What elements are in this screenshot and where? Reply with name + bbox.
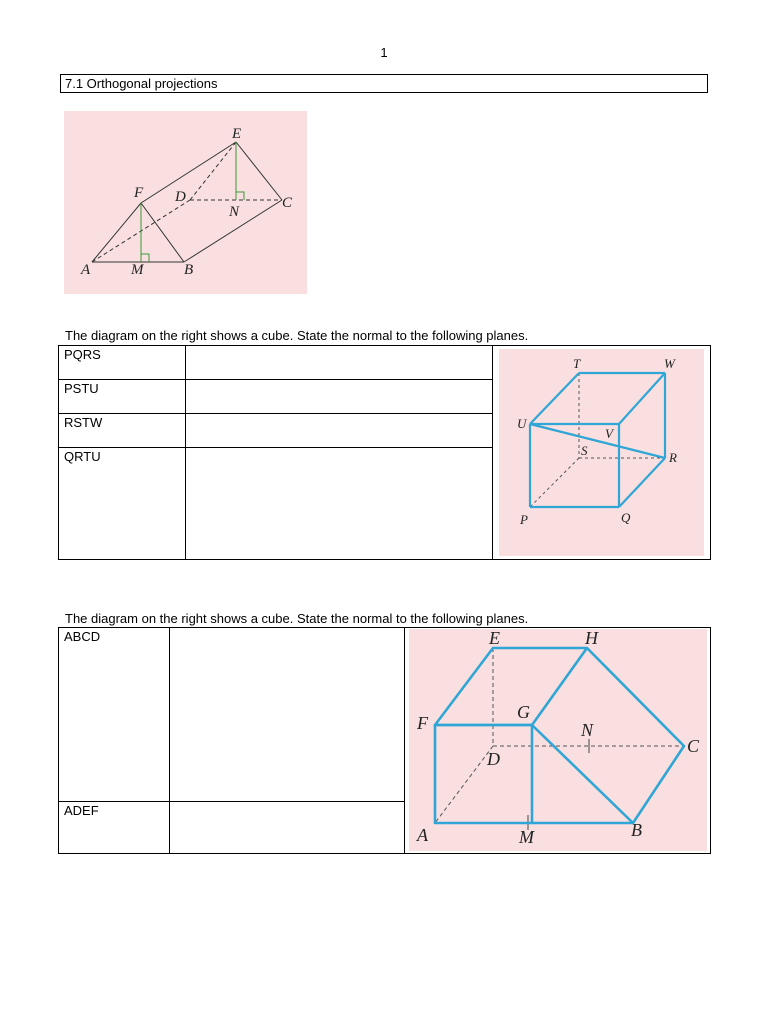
label-r: R [669, 450, 677, 465]
plane-label-abcd: ABCD [59, 628, 170, 802]
label-d: D [487, 749, 500, 769]
label-e: E [232, 126, 242, 142]
label-f: F [417, 713, 428, 733]
label-u: U [517, 416, 527, 431]
label-a: A [81, 262, 91, 278]
plane-label-rstw: RSTW [59, 414, 186, 448]
label-f: F [134, 185, 144, 201]
label-m: M [519, 827, 534, 847]
plane-label-pstu: PSTU [59, 380, 186, 414]
label-g: G [517, 702, 530, 722]
answer-cell-qrtu[interactable] [186, 448, 493, 560]
cube1-diagram [499, 349, 704, 556]
label-d: D [175, 189, 186, 205]
label-t: T [573, 356, 581, 371]
question2-table [58, 627, 711, 854]
label-n: N [581, 720, 594, 740]
answer-cell-adef[interactable] [170, 802, 405, 854]
cube1-figure [499, 349, 704, 556]
prism-figure [64, 111, 307, 294]
answer-cell-pstu[interactable] [186, 380, 493, 414]
label-b: B [184, 262, 194, 278]
label-w: W [664, 356, 675, 371]
table-row [59, 346, 711, 380]
plane-label-qrtu: QRTU [59, 448, 186, 560]
answer-cell-pqrs[interactable] [186, 346, 493, 380]
cube2-diagram [409, 629, 707, 851]
label-q: Q [621, 510, 631, 525]
question2-prompt: The diagram on the right shows a cube. State the normal to the following planes. [65, 611, 529, 626]
plane-label-pqrs: PQRS [59, 346, 186, 380]
prism-diagram [64, 111, 307, 294]
label-c: C [687, 736, 700, 756]
label-n: N [229, 204, 240, 220]
page-number: 1 [380, 45, 388, 60]
label-m: M [131, 262, 144, 278]
label-a: A [417, 825, 428, 845]
label-s: S [581, 443, 588, 458]
plane-label-adef: ADEF [59, 802, 170, 854]
label-b: B [631, 820, 642, 840]
answer-cell-rstw[interactable] [186, 414, 493, 448]
label-c: C [282, 195, 293, 211]
label-v: V [605, 426, 613, 441]
section-title: 7.1 Orthogonal projections [60, 74, 708, 93]
cube2-figure [409, 629, 707, 851]
answer-cell-abcd[interactable] [170, 628, 405, 802]
label-h: H [585, 629, 598, 648]
cube1-cell [493, 346, 711, 560]
table-row [59, 628, 711, 802]
question1-prompt: The diagram on the right shows a cube. State the normal to the following planes. [65, 328, 529, 343]
cube2-cell [405, 628, 711, 854]
label-p: P [520, 512, 528, 527]
question1-table [58, 345, 711, 560]
label-e: E [489, 629, 500, 648]
